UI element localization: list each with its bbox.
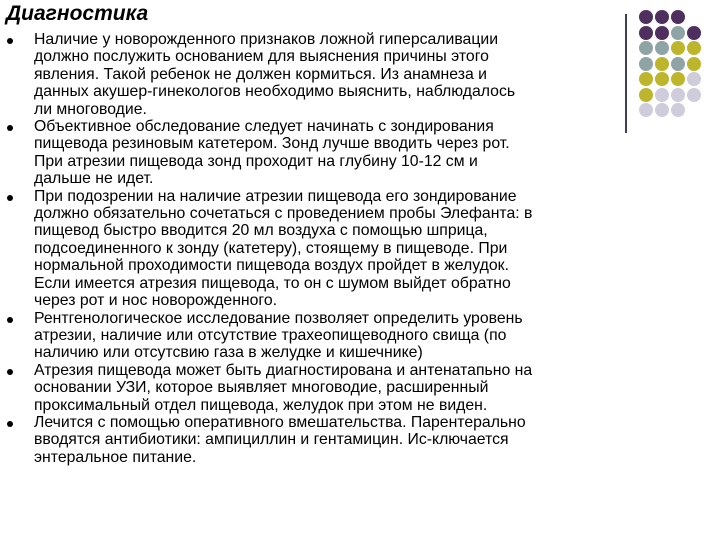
bullet-text-line: Объективное обследование следует начинать с зондирования	[34, 118, 494, 136]
bullet-text-line: пищевод быстро вводится 20 мл воздуха с помощью шприца,	[34, 222, 488, 240]
bullet-text-line: дальше не идет.	[34, 170, 154, 188]
decorative-dot	[671, 10, 685, 24]
decorative-dot-grid	[639, 10, 715, 114]
bullet-text-line: При подозрении на наличие атрезии пищевода его зондирование	[34, 187, 517, 205]
bullet-text-line: энтеральное питание.	[34, 448, 197, 466]
decorative-dot	[655, 57, 669, 71]
bullet-item	[0, 188, 532, 310]
decorative-dot	[639, 41, 653, 55]
decorative-dot	[671, 72, 685, 86]
bullet-text-line: наличию или отсутсвию газа в желудке и кишечнике)	[34, 344, 423, 362]
decorative-dot	[687, 26, 701, 40]
bullet-dot-icon	[7, 421, 13, 427]
decorative-dot	[655, 72, 669, 86]
decorative-dot	[639, 10, 653, 24]
decorative-dot	[639, 88, 653, 102]
bullet-dot-icon	[7, 317, 13, 323]
bullet-item	[0, 118, 532, 188]
bullet-text-line: должно обязательно сочетаться с проведением пробы Элефанта: в	[34, 205, 533, 223]
bullet-text-line: данных акушер-гинекологов необходимо выяснить, наблюдалось	[34, 83, 516, 101]
bullet-text-line: нормальной проходимости пищевода воздух пройдет в желудок.	[34, 257, 509, 275]
decorative-dot	[671, 57, 685, 71]
bullet-dot-icon	[7, 369, 13, 375]
decorative-dot	[671, 26, 685, 40]
decorative-dot	[655, 88, 669, 102]
bullet-item	[0, 414, 532, 466]
bullet-item	[0, 362, 532, 414]
bullet-item	[0, 310, 532, 362]
decorative-dot	[671, 41, 685, 55]
decorative-dot	[687, 88, 701, 102]
bullet-text-line: Рентгенологическое исследование позволяет определить уровень	[34, 309, 523, 327]
decorative-dot	[655, 103, 669, 117]
bullet-text-line: Атрезия пищевода может быть диагностирована и антенатапьно на	[34, 361, 533, 379]
decorative-dot	[671, 103, 685, 117]
bullet-text-line: Лечится с помощью оперативного вмешательства. Парентерально	[34, 413, 526, 431]
decorative-dot	[655, 10, 669, 24]
decorative-dot	[687, 72, 701, 86]
decorative-dot	[639, 72, 653, 86]
bullet-dot-icon	[7, 195, 13, 201]
decorative-dot	[639, 26, 653, 40]
decorative-dot	[687, 41, 701, 55]
bullet-text-line: пищевода резиновым катетером. Зонд лучше вводить через рот.	[34, 135, 510, 153]
bullet-text-line: При атрезии пищевода зонд проходит на глубину 10-12 см и	[34, 152, 478, 170]
bullet-dot-icon	[7, 38, 13, 44]
decorative-dot	[639, 57, 653, 71]
bullet-text-line: атрезии, наличие или отсутствие трахеопищеводного свища (по	[34, 326, 507, 344]
decorative-dot	[639, 103, 653, 117]
vertical-divider	[625, 14, 627, 133]
bullet-text-line: через рот и нос новорожденного.	[34, 292, 278, 310]
bullet-text-line: явления. Такой ребенок не должен кормиться. Из анамнеза и	[34, 65, 487, 83]
bullet-list	[0, 31, 532, 466]
slide-title: Диагностика	[6, 2, 149, 25]
bullet-item	[0, 31, 532, 118]
bullet-text-line: Если имеется атрезия пищевода, то он с шумом выйдет обратно	[34, 274, 511, 292]
bullet-text-line: Наличие у новорожденного признаков ложной гиперсаливации	[34, 31, 499, 48]
bullet-text-line: основании УЗИ, которое выявляет многоводие, расширенный	[34, 379, 489, 397]
bullet-text-line: должно послужить основанием для выяснения причины этого	[34, 48, 489, 66]
decorative-dot	[671, 88, 685, 102]
decorative-dot	[655, 41, 669, 55]
decorative-dot	[655, 26, 669, 40]
bullet-text-line: ли многоводие.	[34, 100, 147, 118]
bullet-dot-icon	[7, 125, 13, 131]
bullet-text-line: проксимальный отдел пищевода, желудок при этом не виден.	[34, 396, 488, 414]
bullet-text-line: вводятся антибиотики: ампициллин и гентамицин. Ис-ключается	[34, 431, 509, 449]
bullet-text-line: подсоединенного к зонду (катетеру), стоящему в пищеводе. При	[34, 239, 508, 257]
decorative-dot	[687, 57, 701, 71]
